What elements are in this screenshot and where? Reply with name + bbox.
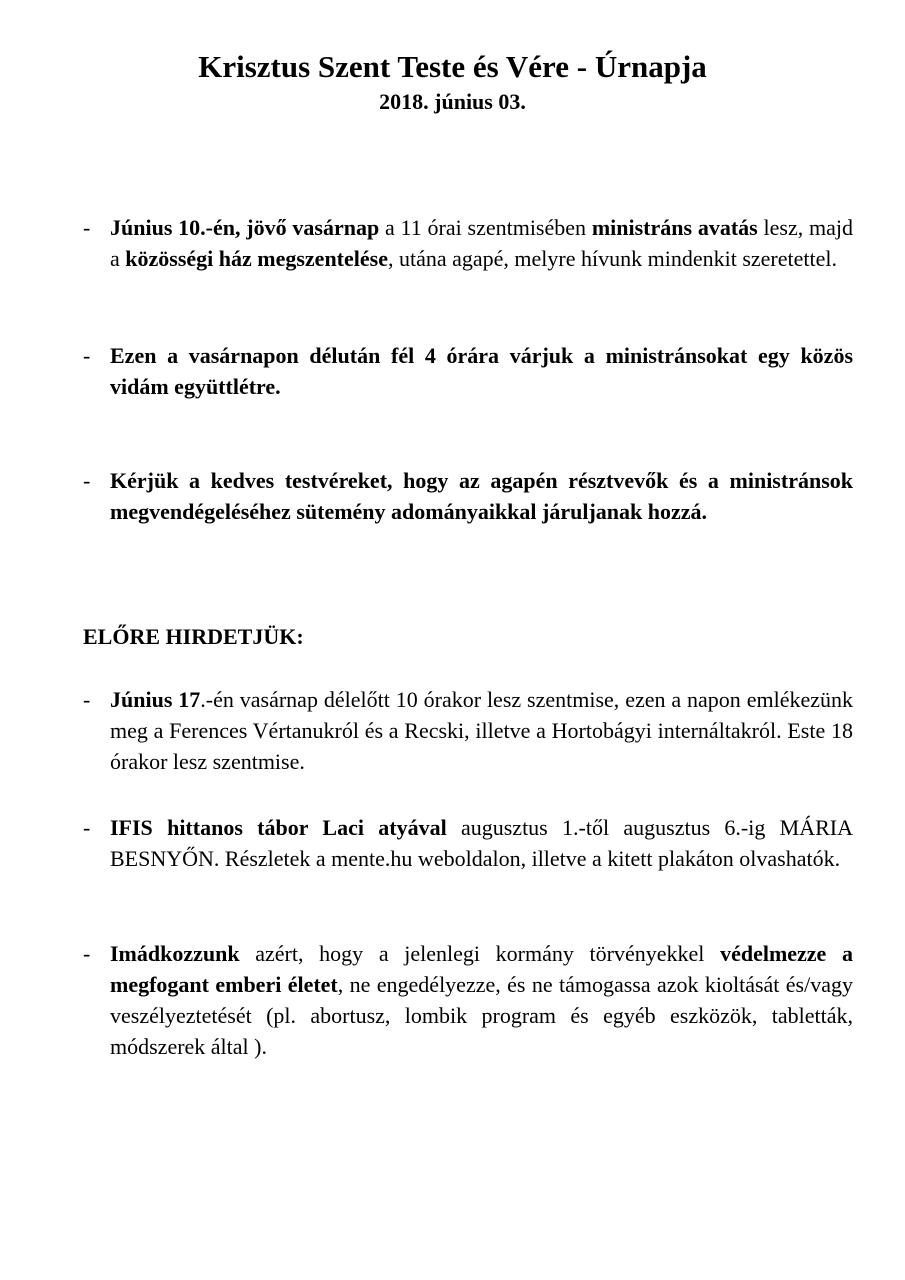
text-segment: ministráns avatás	[591, 215, 758, 240]
preannouncement-item	[83, 938, 853, 1062]
bullet-dash: -	[83, 343, 91, 368]
bullet-dash: -	[83, 815, 91, 840]
section-heading: ELŐRE HIRDETJÜK:	[83, 624, 304, 649]
bullet-dash: -	[83, 468, 91, 493]
preannouncement-item	[83, 684, 853, 777]
text-segment: , utána agapé, melyre hívunk mindenkit szeretettel.	[387, 246, 837, 271]
preannouncement-text	[110, 812, 853, 874]
preannouncement-text	[110, 938, 853, 1062]
text-segment: a 11 órai szentmisében	[379, 215, 592, 240]
bullet-dash: -	[83, 687, 91, 712]
text-segment: Június 10.-én, jövő vasárnap	[110, 215, 380, 240]
text-segment: , ne engedélyezze, és ne támogassa azok kioltását és/vagy veszélyeztetését (pl. abortusz, lombik program és egyéb eszközök, tabletták, módszerek által ).	[110, 972, 853, 1059]
announcement-text	[110, 340, 853, 402]
text-segment: lesz, majd a	[110, 215, 854, 271]
text-segment: azért, hogy a jelenlegi kormány törvényekkel	[239, 941, 721, 966]
page-title: Krisztus Szent Teste és Vére - Úrnapja	[198, 49, 707, 84]
text-segment: Június 17	[110, 687, 201, 712]
bullet-dash: -	[83, 941, 91, 966]
text-segment: közösségi ház megszentelése	[125, 246, 388, 271]
text-segment: Imádkozzunk	[110, 941, 240, 966]
text-segment: .-én vasárnap délelőtt 10 órakor lesz szentmise, ezen a napon emlékezünk meg a Ferences Vértanukról és a Recski, illetve a Hortobágyi internáltakról. Este 18 órakor lesz szentmise.	[110, 687, 853, 774]
page-date: 2018. június 03.	[379, 89, 526, 114]
announcement-text	[110, 465, 853, 527]
announcement-item	[83, 212, 853, 274]
bullet-dash: -	[83, 215, 91, 240]
preannouncement-text	[110, 684, 853, 777]
announcement-item	[83, 465, 853, 527]
text-segment: védelmezze a megfogant emberi életet	[110, 941, 853, 997]
announcement-text	[110, 212, 853, 274]
text-segment: Ezen a vasárnapon délután fél 4 órára várjuk a ministránsokat egy közös vidám együttlétre.	[110, 343, 853, 399]
text-segment: Kérjük a kedves testvéreket, hogy az agapén résztvevők és a ministránsok megvendégeléséhez sütemény adományaikkal járuljanak hozzá.	[110, 468, 853, 524]
preannouncement-item	[83, 812, 853, 874]
announcement-item	[83, 340, 853, 402]
text-segment: augusztus 1.-től augusztus 6.-ig MÁRIA BESNYŐN. Részletek a mente.hu weboldalon, illetve a kitett plakáton olvashatók.	[110, 815, 854, 871]
text-segment: IFIS hittanos tábor Laci atyával	[110, 815, 447, 840]
